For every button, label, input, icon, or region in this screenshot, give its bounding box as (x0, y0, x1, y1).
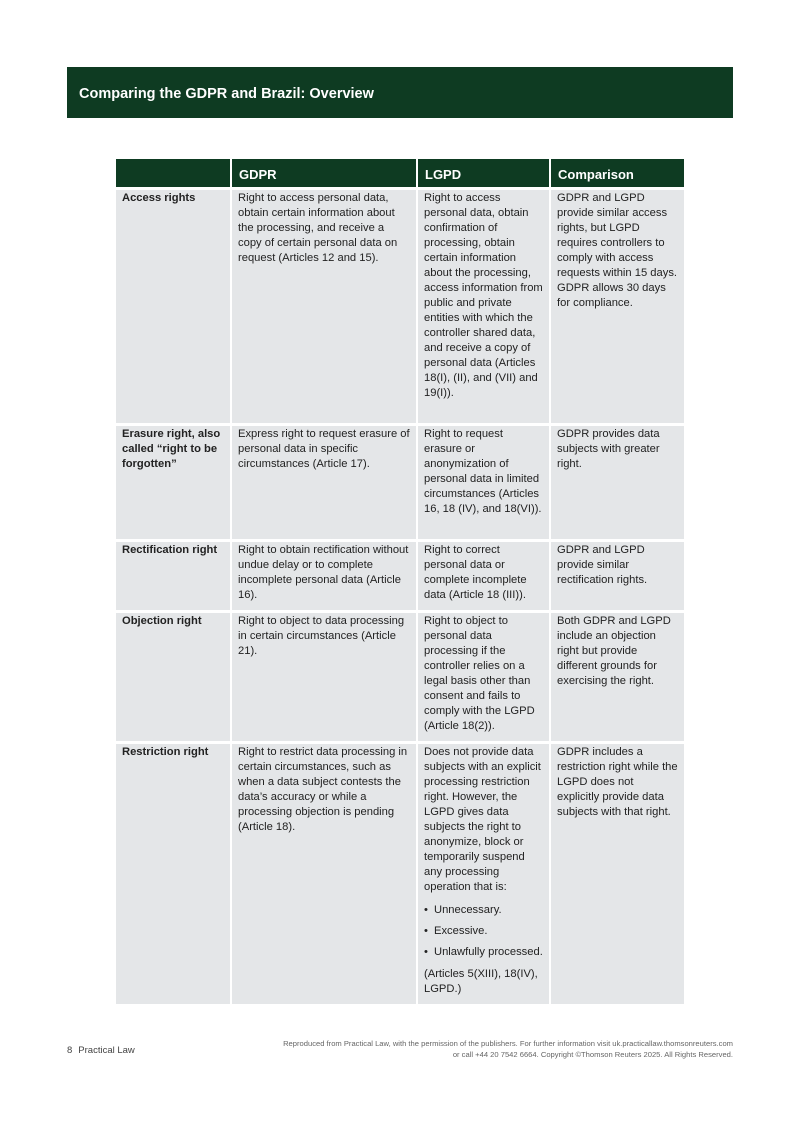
cell-comparison: GDPR and LGPD provide similar access rights, but LGPD requires controllers to comply with access requests within 15 days. GDPR allows 30 days for compliance. (551, 190, 684, 426)
table-row (116, 744, 684, 1007)
footer-page-info (67, 1045, 141, 1056)
table-row (116, 613, 684, 744)
credit-line-1: Reproduced from Practical Law, with the permission of the publishers. For further information visit uk.practicallaw.thomsonreuters.com (283, 1039, 733, 1048)
cell-gdpr: Right to access personal data, obtain certain information about the processing, and receive a copy of certain personal data on request (Articles 12 and 15). (232, 190, 416, 426)
table-row (116, 190, 684, 426)
cell-gdpr: Right to obtain rectification without undue delay or to complete incomplete personal data (Article 16). (232, 542, 416, 613)
list-item: • Unnecessary. (424, 903, 543, 918)
lgpd-restriction-text: Does not provide data subjects with an explicit processing restriction right. However, the LGPD gives data subjects the right to anonymize, block or temporarily suspend any processing operation that is: (424, 746, 541, 893)
row-label-access-rights: Access rights (116, 190, 230, 426)
cell-lgpd (418, 744, 549, 1007)
cell-lgpd: Right to request erasure or anonymization of personal data in limited circumstances (Articles 16, 18 (IV), and 18(VI)). (418, 426, 549, 542)
table-header-row (116, 159, 684, 190)
cell-lgpd: Right to access personal data, obtain confirmation of processing, obtain certain information about the processing, access information from public and private entities with which the controller shared data, and receive a copy of personal data (Articles 18(I), (II), and (VII) and 19(I)). (418, 190, 549, 426)
cell-gdpr: Right to object to data processing in certain circumstances (Article 21). (232, 613, 416, 744)
lgpd-bullet-list (424, 903, 543, 960)
header-comparison: Comparison (551, 159, 684, 190)
row-label-restriction-right: Restriction right (116, 744, 230, 1007)
cell-lgpd: Right to object to personal data processing if the controller relies on a legal basis other than consent and fails to comply with the LGPD (Article 18(2)). (418, 613, 549, 744)
cell-comparison: GDPR includes a restriction right while the LGPD does not explicitly provide data subjects with that right. (551, 744, 684, 1007)
cell-gdpr: Right to restrict data processing in certain circumstances, such as when a data subject contests the data’s accuracy or while a processing objection is pending (Article 18). (232, 744, 416, 1007)
publication-name: Practical Law (78, 1045, 135, 1056)
list-item: • Unlawfully processed. (424, 945, 543, 960)
row-label-rectification-right: Rectification right (116, 542, 230, 613)
cell-comparison: GDPR and LGPD provide similar rectification rights. (551, 542, 684, 613)
title-banner (67, 67, 733, 118)
table-row (116, 426, 684, 542)
row-label-objection-right: Objection right (116, 613, 230, 744)
credit-line-2: or call +44 20 7542 6664. Copyright ©Thomson Reuters 2025. All Rights Reserved. (452, 1050, 733, 1059)
page-number: 8 (67, 1045, 73, 1056)
comparison-table (114, 159, 686, 1007)
cell-gdpr: Express right to request erasure of personal data in specific circumstances (Article 17). (232, 426, 416, 542)
cell-lgpd: Right to correct personal data or complete incomplete data (Article 18 (III)). (418, 542, 549, 613)
cell-comparison: Both GDPR and LGPD include an objection right but provide different grounds for exercising the right. (551, 613, 684, 744)
list-item: • Excessive. (424, 924, 543, 939)
cell-comparison: GDPR provides data subjects with greater right. (551, 426, 684, 542)
header-gdpr: GDPR (232, 159, 416, 190)
table-row (116, 542, 684, 613)
footer-credit (213, 1038, 733, 1060)
row-label-erasure-right: Erasure right, also called “right to be forgotten” (116, 426, 230, 542)
lgpd-article-note: (Articles 5(XIII), 18(IV), LGPD.) (424, 968, 538, 995)
page-title: Comparing the GDPR and Brazil: Overview (79, 86, 374, 102)
header-empty (116, 159, 230, 190)
header-lgpd: LGPD (418, 159, 549, 190)
